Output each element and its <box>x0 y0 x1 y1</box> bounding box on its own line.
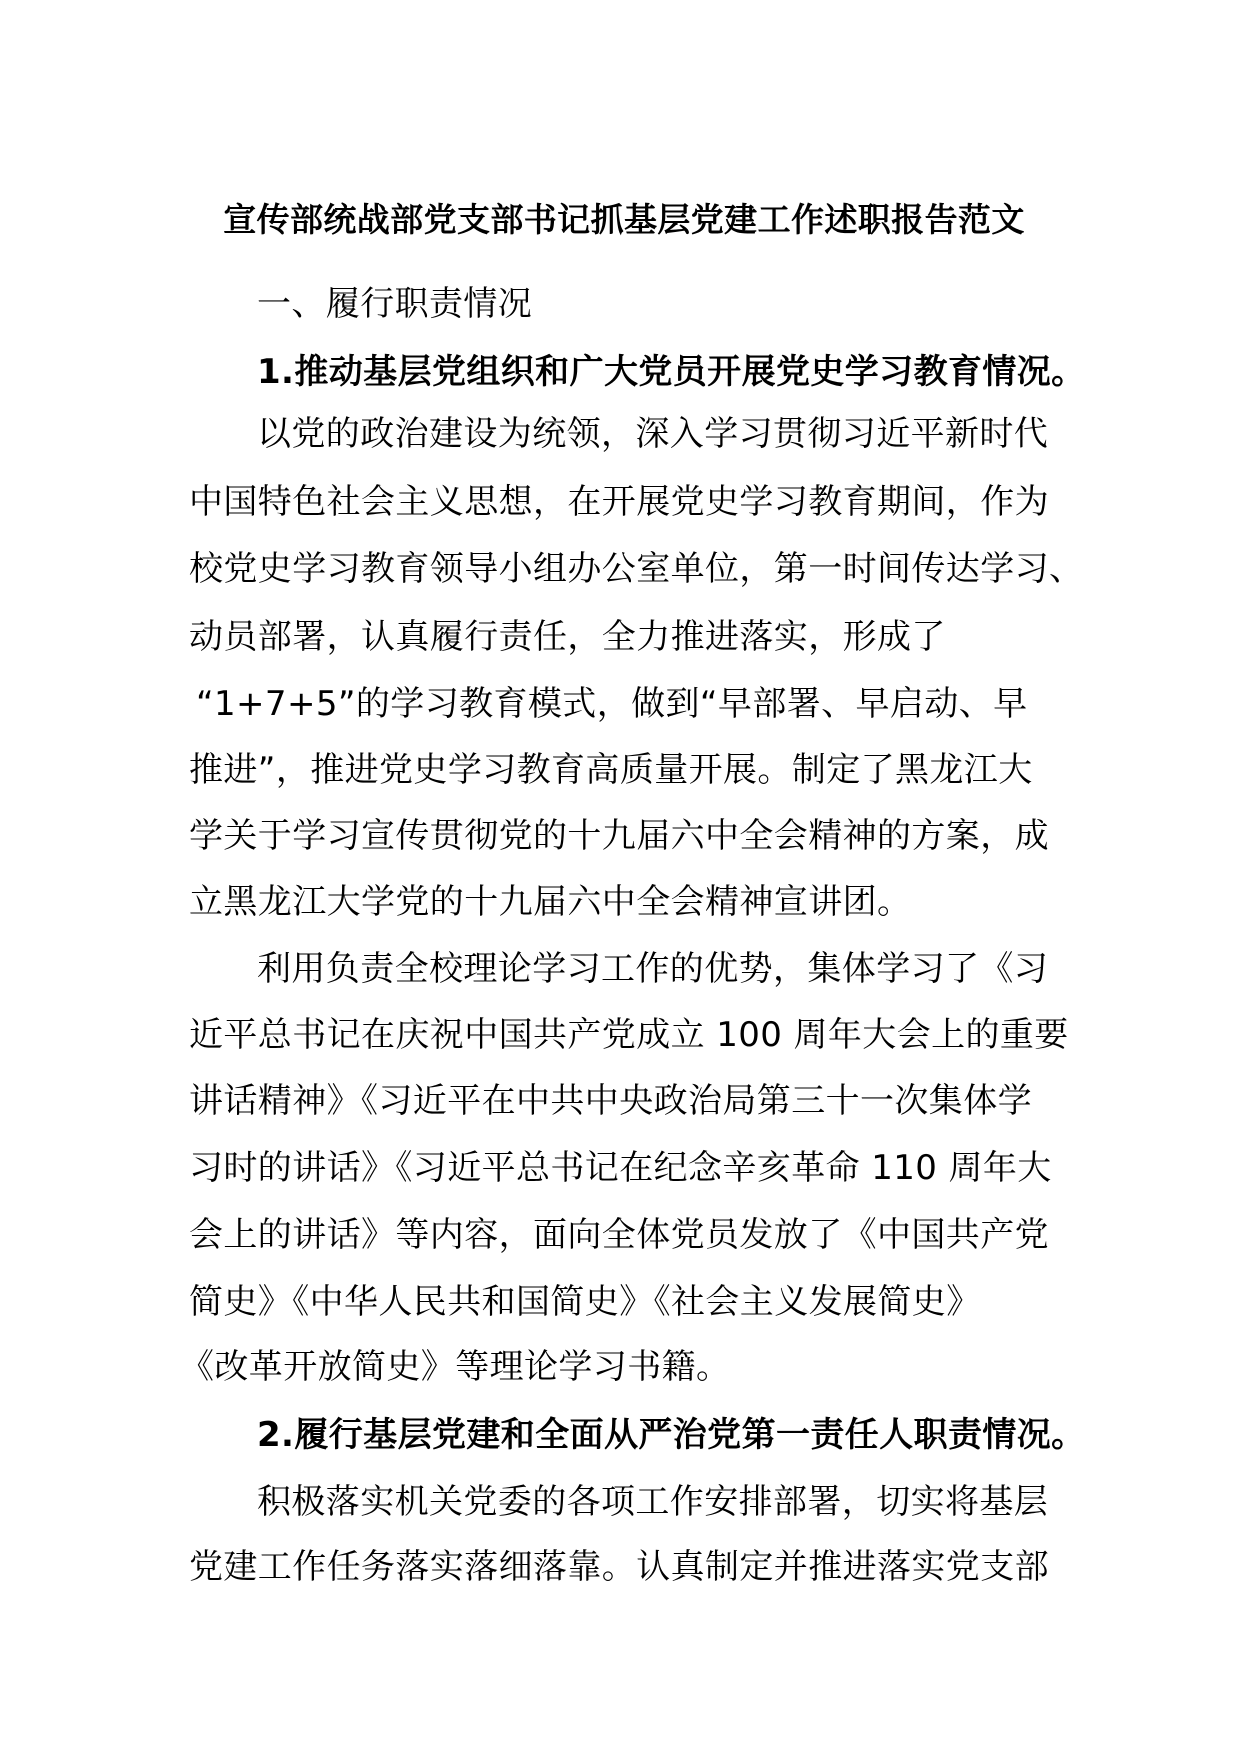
document-title: 宣传部统战部党支部书记抓基层党建工作述职报告范文 <box>223 200 1025 239</box>
paragraph-line: 以党的政治建设为统领，深入学习贯彻习近平新时代 <box>257 414 1049 454</box>
paragraph-line: 积极落实机关党委的各项工作安排部署，切实将基层 <box>257 1482 1049 1522</box>
paragraph-line: 简史》《中华人民共和国简史》《社会主义发展简史》 <box>189 1282 981 1322</box>
paragraph-line: 会上的讲话》等内容，面向全体党员发放了《中国共产党 <box>189 1215 1049 1255</box>
section-heading: 一、履行职责情况 <box>257 284 533 324</box>
paragraph-line: 党建工作任务落实落细落靠。认真制定并推进落实党支部 <box>189 1547 1049 1587</box>
paragraph-line: 近平总书记在庆祝中国共产党成立 100 周年大会上的重要 <box>189 1015 1069 1055</box>
section-heading: 1.推动基层党组织和广大党员开展党史学习教育情况。 <box>257 352 1086 392</box>
paragraph-line: 推进”，推进党史学习教育高质量开展。制定了黑龙江大 <box>189 750 1033 790</box>
paragraph-line: 校党史学习教育领导小组办公室单位，第一时间传达学习、 <box>189 549 1084 589</box>
paragraph-line: 动员部署，认真履行责任，全力推进落实，形成了 <box>189 617 946 657</box>
paragraph-line: 习时的讲话》《习近平总书记在纪念辛亥革命 110 周年大 <box>189 1148 1052 1188</box>
paragraph-line: 立黑龙江大学党的十九届六中全会精神宣讲团。 <box>189 882 912 922</box>
paragraph-line: “1+7+5”的学习教育模式，做到“早部署、早启动、早 <box>196 684 1028 724</box>
section-heading: 2.履行基层党建和全面从严治党第一责任人职责情况。 <box>257 1415 1086 1455</box>
paragraph-line: 学关于学习宣传贯彻党的十九届六中全会精神的方案，成 <box>189 816 1049 856</box>
paragraph-line: 利用负责全校理论学习工作的优势，集体学习了《习 <box>257 949 1049 989</box>
paragraph-line: 《改革开放简史》等理论学习书籍。 <box>180 1347 731 1387</box>
paragraph-line: 中国特色社会主义思想，在开展党史学习教育期间，作为 <box>189 482 1049 522</box>
paragraph-line: 讲话精神》《习近平在中共中央政治局第三十一次集体学 <box>189 1081 1032 1121</box>
